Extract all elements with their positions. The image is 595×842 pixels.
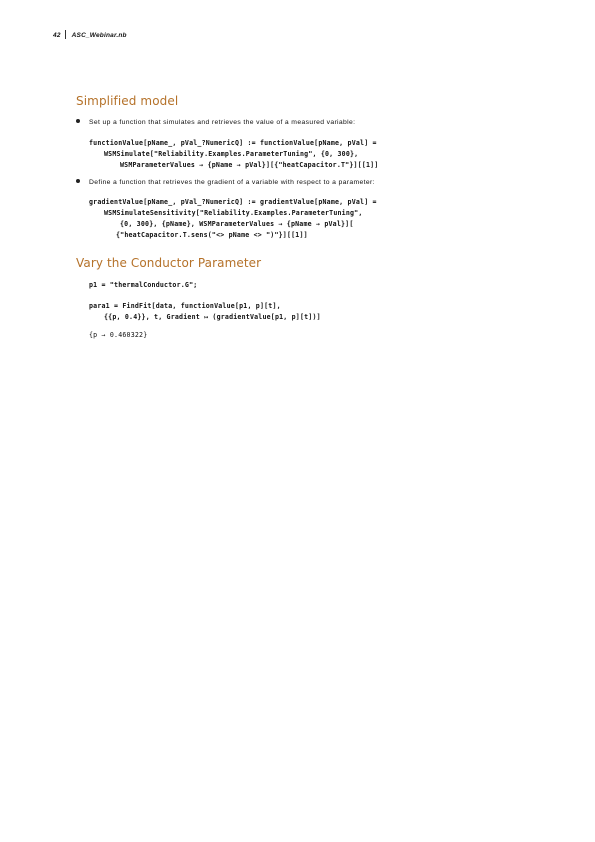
input-line[interactable]: {0, 300}, {pName}, WSMParameterValues → {pName → pVal}][ [120,220,354,228]
bullet-dot-icon [76,119,80,123]
bullet-text: Define a function that retrieves the gradient of a variable with respect to a parameter: [89,179,375,186]
input-line[interactable]: {{p, 0.4}}, t, Gradient ↦ (gradientValue[p1, p][t])] [104,313,321,321]
input-line[interactable]: WSMParameterValues → {pName → pVal}][{"heatCapacitor.T"}][[1]] [120,161,379,169]
input-line[interactable]: WSMSimulate["Reliability.Examples.ParameterTuning", {0, 300}, [104,150,359,158]
input-line[interactable]: functionValue[pName_, pVal_?NumericQ] := functionValue[pName, pVal] = [89,139,377,147]
output-line: {p → 0.460322} [89,331,148,339]
header-divider [65,30,66,39]
bullet-text: Set up a function that simulates and retrieves the value of a measured variable: [89,119,356,126]
notebook-file-name: ASC_Webinar.nb [71,32,127,39]
section-title-simplified-model: Simplified model [76,94,179,108]
input-line[interactable]: {"heatCapacitor.T.sens("<> pName <> ")"}][[1]] [116,231,308,239]
bullet-dot-icon [76,179,80,183]
page-header [53,30,127,39]
section-title-vary-conductor: Vary the Conductor Parameter [76,256,262,270]
input-line[interactable]: p1 = "thermalConductor.G"; [89,281,198,289]
input-line[interactable]: gradientValue[pName_, pVal_?NumericQ] := gradientValue[pName, pVal] = [89,198,377,206]
input-line[interactable]: WSMSimulateSensitivity["Reliability.Examples.ParameterTuning", [104,209,363,217]
page-number: 42 [53,32,61,39]
input-line[interactable]: para1 = FindFit[data, functionValue[p1, p][t], [89,302,281,310]
bullet-set-up-function [76,119,355,126]
bullet-define-gradient [76,179,375,186]
